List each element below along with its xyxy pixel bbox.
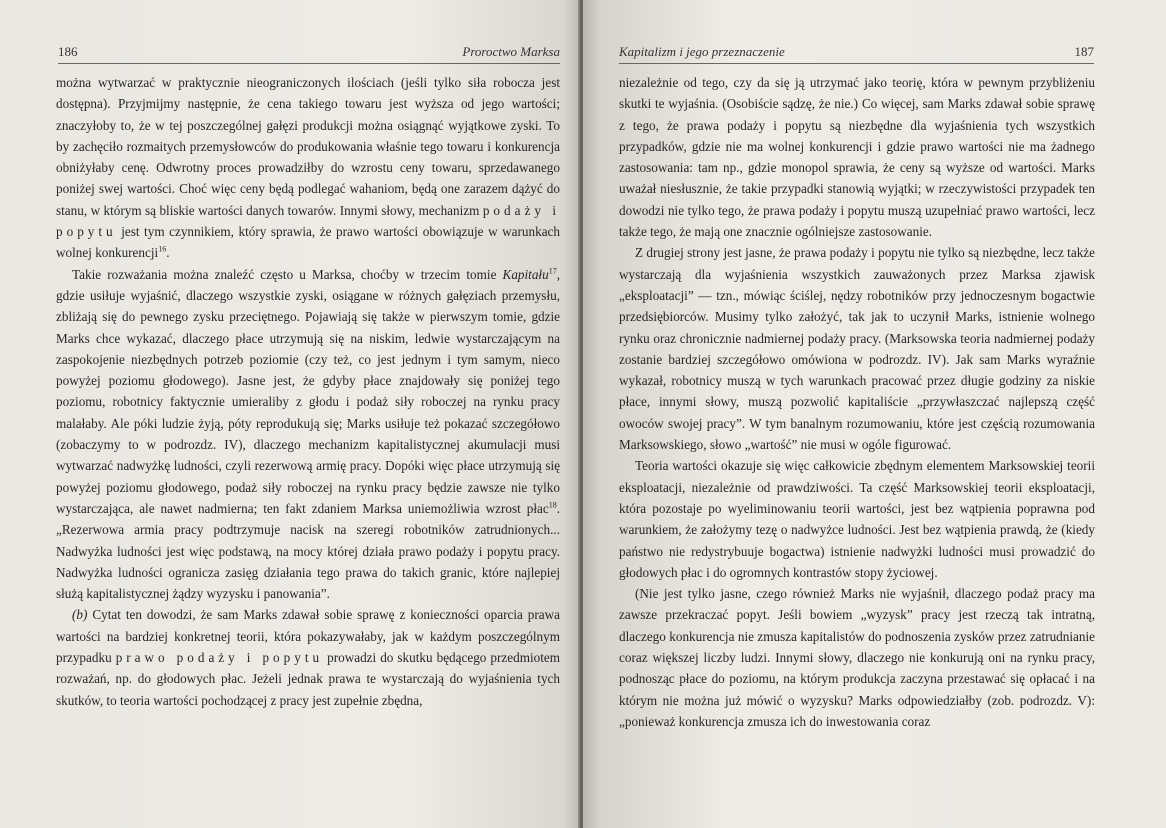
page-number: 186: [58, 44, 78, 59]
left-page: [0, 0, 580, 828]
paragraph: [619, 242, 1095, 455]
paragraph: [619, 72, 1095, 242]
text-run: . „Rezerwowa armia pracy podtrzymuje nacisk na szeregi robotników zatrudnionych... Nadwyżka ludności jest więc podstawą, na mocy której działa prawo podaży i popytu pracy. Nadwyżka ludności ogranicza zasięg działania tego prawa do takich granic, które najlepiej służą kapitalistycznej żądzy wyzysku i panowania”.: [56, 500, 560, 602]
header-rule: [58, 63, 560, 64]
text-run: jest tym czynnikiem, który sprawia, że prawo wartości obowiązuje w warunkach wolnej konkurencji: [56, 224, 560, 261]
footnote-ref: 17: [548, 266, 557, 276]
running-title: Kapitalizm i jego przeznaczenie: [619, 44, 785, 59]
paragraph: [56, 72, 560, 264]
footnote-ref: 16: [158, 244, 167, 254]
right-page: [583, 0, 1166, 828]
italic-text: Kapitału: [502, 266, 549, 282]
text-run: Z drugiej strony jest jasne, że prawa podaży i popytu nie tylko są niezbędne, lecz także wystarczają dla wyjaśnienia wszystkich zauważonych przez Marksa zjawisk „eksploatacji” — tzn., mówiąc ściślej, nędzy robotników przy jednoczesnym bogactwie przedsiębiorców. Musimy tylko założyć, tak jak to uczynił Marks, istnienie wolnego rynku oraz chronicznie nadmiernej podaży pracy. (Marksowska teoria nadmiernej podaży zostanie bardziej szczegółowo omówiona w podrozdz. IV). Jak sam Marks wyraźnie wykazał, robotnicy muszą w tych warunkach pracować przez długie godziny za niskie płace, innymi słowy, muszą pozwolić kapitaliście „przywłaszczać najlepszą część owoców swojej pracy”. W tym banalnym rozumowaniu, które jest częścią rozumowania Marksowskiego, słowo „wartość” nie musi w ogóle figurować.: [619, 245, 1095, 453]
text-run: niezależnie od tego, czy da się ją utrzymać jako teorię, która w pewnym przybliżeniu skutki te wyjaśnia. (Osobiście sądzę, że nie.) Co więcej, sam Marks zdawał sobie sprawę z tego, że prawa podaży i popytu są niezbędne dla wyjaśnienia tych wszystkich przypadków, gdzie nie ma wolnej konkurencji i gdzie prawo wartości nie ma żadnego zastosowania: tam np., gdzie monopol sprawia, że ceny są wyższe od wartości. Marks uważał niesłusznie, że takie przypadki stanowią wyjątki; w rzeczywistości przypadek ten dowodzi nie tylko tego, że prawa podaży i popytu muszą uzupełniać prawo wartości, lecz także tego, że mają one znacznie ogólniejsze zastosowanie.: [619, 75, 1095, 240]
text-run: Cytat ten dowodzi, że sam Marks zdawał sobie sprawę z konieczności oparcia prawa wartości na bardziej konkretnej teorii, która pokazywałaby, jak w każdym poszczególnym przypadku: [56, 607, 560, 666]
body-text: [619, 72, 1095, 732]
paragraph: [619, 583, 1095, 732]
running-title: Proroctwo Marksa: [462, 44, 560, 59]
text-run: Teoria wartości okazuje się więc całkowicie zbędnym elementem Marksowskiej teorii eksploatacji, niezależnie od prawdziwości. Ta część Marksowskiej teorii eksploatacji, która pozostaje po wyeliminowaniu teorii wartości, jest bez wątpienia poprawna pod warunkiem, że założymy tezę o nadwyżce ludności. Jest bez wątpienia prawdą, że (kiedy państwo nie redystrybuuje bogactwa) istnienie nadwyżki ludności musi prowadzić do głodowych płac i do ogromnych kontrastów stopy życiowej.: [619, 458, 1095, 580]
text-run: (Nie jest tylko jasne, czego również Marks nie wyjaśnił, dlaczego podaż pracy ma zawsze przekraczać popyt. Jeśli bowiem „wyzysk” pracy jest rzeczą tak intratną, dlaczego konkurencja nie zmusza kapitalistów do podnoszenia zysków przez zatrudnianie coraz większej liczby ludzi. Innymi słowy, dlaczego nie konkurują oni na rynku pracy, podnosząc płace do poziomu, na którym produkcja zaczyna przestawać się opłacać i na którym nie można już mówić o wyzysku? Marks odpowiedziałby (zob. podrozdz. V): „ponieważ konkurencja zmusza ich do inwestowania coraz: [619, 586, 1095, 729]
text-run: , gdzie usiłuje wyjaśnić, dlaczego wszystkie zyski, osiągane w różnych gałęziach przemysłu, zbliżają się do pewnego zysku przeciętnego. Pojawiają się także w pierwszym tomie, gdzie Marks chce wykazać, dlaczego płace utrzymują się na niskim, ledwie wystarczającym na zaspokojenie niezbędnych potrzeb poziomie (czy też, co jest jednym i tym samym, nieco powyżej poziomu głodowego). Jasne jest, że gdyby płace znajdowały się poniżej tego poziomu, robotnicy faktycznie umieraliby z głodu i podaż siły roboczej na rynku pracy malałaby. Ale póki ludzie żyją, póty reprodukują się; Marks usiłuje też pokazać szczegółowo (zobaczymy to w podrozdz. IV), dlaczego mechanizm kapitalistycznej akumulacji musi wytwarzać nadwyżkę ludności, czyli rezerwową armię pracy. Dopóki więc płace utrzymują się powyżej poziomu głodowego, podaż siły roboczej na rynku pracy będzie zawsze nie tylko wystarczająca, ale nawet nadmierna; ten fakt zdaniem Marksa uniemożliwia wzrost płac: [56, 266, 560, 516]
text-run: prowadzi do skutku będącego przedmiotem rozważań, np. do głodowych płac. Jeżeli jednak prawa te wystarczają do wyjaśnienia tych skutków, to teoria wartości pochodzącej z pracy jest zupełnie zbędna,: [56, 650, 560, 708]
text-run: można wytwarzać w praktycznie nieograniczonych ilościach (jeśli tylko siła robocza jest dostępna). Przyjmijmy następnie, że cena takiego towaru jest wyższa od jego wartości; znaczyłoby to, że w tej poszczególnej gałęzi produkcji można osiągnąć wyjątkowe zyski. To by zachęciło rozmaitych przemysłowców do produkowania właśnie tego towaru i konkurencja obniżyłaby cenę. Odwrotny proces prowadziłby do wzrostu ceny towaru, sprzedawanego poniżej swej wartości. Choć więc ceny będą podlegać wahaniom, będą one zarazem dążyć do stanu, w którym są bliskie wartości danych towarów. Innymi słowy, mechanizm: [56, 75, 560, 218]
text-run: .: [166, 245, 170, 261]
paragraph: [619, 455, 1095, 583]
body-text: [56, 72, 560, 711]
spaced-emphasis: podaży i popytu: [56, 202, 561, 240]
header-rule: [619, 63, 1094, 64]
spaced-emphasis: prawo podaży i popytu: [115, 650, 324, 666]
paragraph: [56, 264, 560, 605]
paragraph: [56, 604, 560, 710]
text-run: Takie rozważania można znaleźć często u Marksa, choćby w trzecim tomie: [72, 266, 503, 282]
italic-text: (b): [72, 607, 88, 623]
page-number: 187: [1074, 44, 1094, 59]
footnote-ref: 18: [548, 500, 557, 510]
